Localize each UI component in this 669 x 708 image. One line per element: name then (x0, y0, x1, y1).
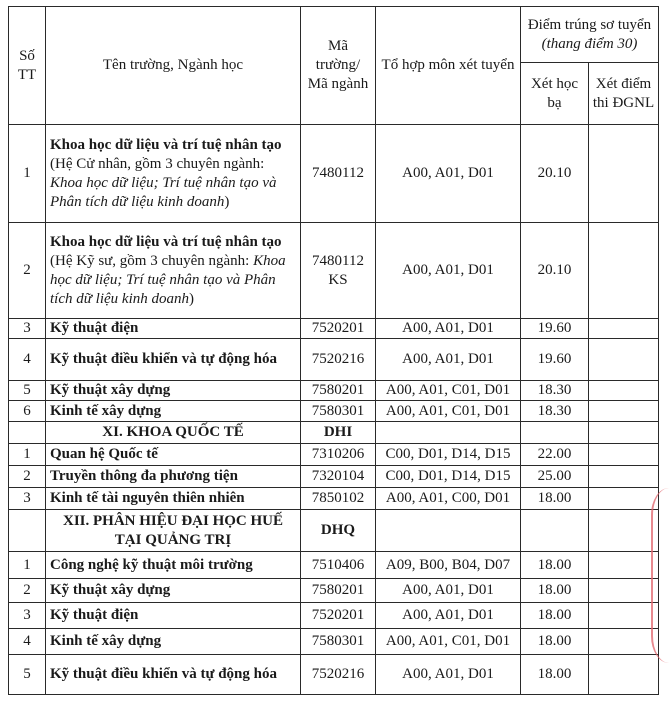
header-score (521, 7, 659, 63)
row-combo: A00, A01, D01 (376, 655, 521, 695)
table-row (9, 444, 659, 466)
section-xi-empty (589, 422, 659, 444)
row-stt: 2 (9, 223, 46, 319)
row-stt: 3 (9, 488, 46, 510)
section-xi-rows (9, 444, 659, 510)
section-xii-empty (521, 510, 589, 552)
row-score-hocba: 22.00 (521, 444, 589, 466)
row-stt: 1 (9, 552, 46, 579)
section-xii-empty (376, 510, 521, 552)
row-name (46, 655, 301, 695)
row-combo: A00, A01, D01 (376, 603, 521, 629)
row-score-dgnl (589, 339, 659, 381)
table-row (9, 603, 659, 629)
red-stamp-edge (651, 488, 669, 663)
row-code: 7520201 (301, 603, 376, 629)
row-score-dgnl (589, 381, 659, 401)
row-code: 7320104 (301, 466, 376, 488)
row-name-desc: (Hệ Cử nhân, gồm 3 chuyên ngành: (50, 155, 265, 172)
row-score-hocba: 18.00 (521, 655, 589, 695)
row-name (46, 629, 301, 655)
row-score-dgnl (589, 125, 659, 223)
section-xii-empty (589, 510, 659, 552)
row-name (46, 552, 301, 579)
row-name-bold: Khoa học dữ liệu và trí tuệ nhân tạo (50, 233, 282, 250)
header-hocba: Xét học bạ (521, 63, 589, 125)
row-stt: 4 (9, 629, 46, 655)
row-score-dgnl (589, 655, 659, 695)
row-name-bold: Khoa học dữ liệu và trí tuệ nhân tạo (50, 136, 282, 153)
row-stt: 5 (9, 655, 46, 695)
row-combo: A09, B00, B04, D07 (376, 552, 521, 579)
table-row (9, 381, 659, 401)
row-combo: C00, D01, D14, D15 (376, 466, 521, 488)
row-code: 7480112 KS (301, 223, 376, 319)
row-combo: A00, A01, C01, D01 (376, 401, 521, 422)
row-code: 7520201 (301, 319, 376, 339)
row-code: 7580201 (301, 381, 376, 401)
row-score-hocba: 20.10 (521, 125, 589, 223)
row-stt: 2 (9, 579, 46, 603)
row-name-bold: Kỹ thuật điều khiển và tự động hóa (50, 666, 277, 682)
row-name (46, 603, 301, 629)
row-name (46, 488, 301, 510)
row-name (46, 381, 301, 401)
row-code: 7510406 (301, 552, 376, 579)
header-score-note: (thang điểm 30) (541, 35, 638, 52)
row-score-hocba: 25.00 (521, 466, 589, 488)
section-xii-rows (9, 552, 659, 695)
row-code: 7310206 (301, 444, 376, 466)
row-score-hocba: 18.00 (521, 552, 589, 579)
table-row (9, 552, 659, 579)
row-name-bold: Kinh tế xây dựng (50, 633, 162, 649)
section-xi-title: XI. KHOA QUỐC TẾ (46, 422, 301, 444)
row-name-bold: Kinh tế xây dựng (50, 402, 162, 419)
header-name: Tên trường, Ngành học (46, 7, 301, 125)
table-row (9, 319, 659, 339)
row-score-hocba: 18.00 (521, 629, 589, 655)
row-name (46, 466, 301, 488)
row-score-hocba: 18.30 (521, 401, 589, 422)
row-combo: A00, A01, D01 (376, 579, 521, 603)
row-score-dgnl (589, 466, 659, 488)
table-row (9, 629, 659, 655)
row-name-bold: Quan hệ Quốc tế (50, 446, 158, 462)
row-combo: A00, A01, C01, D01 (376, 381, 521, 401)
row-name-italic: Khoa học dữ liệu; Trí tuệ nhân tạo và Phân tích dữ liệu kinh doanh (50, 174, 277, 210)
section-xii-code: DHQ (301, 510, 376, 552)
table-row (9, 223, 659, 319)
row-combo: A00, A01, C00, D01 (376, 488, 521, 510)
row-code: 7520216 (301, 339, 376, 381)
row-score-hocba: 18.00 (521, 579, 589, 603)
row-name-bold: Kỹ thuật điều khiển và tự động hóa (50, 351, 277, 367)
row-name-bold: Kỹ thuật điện (50, 320, 139, 336)
section-xi-row (9, 422, 659, 444)
section-xi-empty (376, 422, 521, 444)
section-xii-row (9, 510, 659, 552)
table-row (9, 125, 659, 223)
header-row (9, 7, 659, 63)
table-row (9, 488, 659, 510)
row-combo: A00, A01, D01 (376, 125, 521, 223)
admission-score-table (8, 6, 659, 695)
row-code: 7580301 (301, 401, 376, 422)
document-page (8, 6, 659, 695)
row-score-dgnl (589, 401, 659, 422)
row-stt: 2 (9, 466, 46, 488)
header-dgnl: Xét điểm thi ĐGNL (589, 63, 659, 125)
row-stt: 1 (9, 125, 46, 223)
row-combo: A00, A01, D01 (376, 339, 521, 381)
row-name (46, 125, 301, 223)
row-combo: C00, D01, D14, D15 (376, 444, 521, 466)
row-score-hocba: 20.10 (521, 223, 589, 319)
row-score-dgnl (589, 319, 659, 339)
row-name-bold: Kỹ thuật điện (50, 607, 139, 623)
row-stt: 4 (9, 339, 46, 381)
header-combo: Tổ hợp môn xét tuyển (376, 7, 521, 125)
row-name-bold: Công nghệ kỹ thuật môi trường (50, 556, 253, 573)
section-xii-stt (9, 510, 46, 552)
row-name (46, 444, 301, 466)
table-row (9, 401, 659, 422)
row-code: 7580201 (301, 579, 376, 603)
row-combo: A00, A01, D01 (376, 223, 521, 319)
row-name (46, 579, 301, 603)
row-code: 7480112 (301, 125, 376, 223)
section-xi-stt (9, 422, 46, 444)
row-score-dgnl (589, 603, 659, 629)
section-xi-empty (521, 422, 589, 444)
row-code: 7580301 (301, 629, 376, 655)
row-score-hocba: 18.30 (521, 381, 589, 401)
row-score-dgnl (589, 444, 659, 466)
row-combo: A00, A01, C01, D01 (376, 629, 521, 655)
row-name-italic: Khoa học dữ liệu; Trí tuệ nhân tạo và Phân tích dữ liệu kinh doanh (50, 252, 286, 307)
row-code: 7850102 (301, 488, 376, 510)
table-row (9, 579, 659, 603)
table-row (9, 655, 659, 695)
row-name-bold: Kỹ thuật xây dựng (50, 382, 171, 398)
row-name (46, 401, 301, 422)
row-score-dgnl (589, 552, 659, 579)
row-name-desc: (Hệ Kỹ sư, gồm 3 chuyên ngành: (50, 252, 254, 269)
row-score-dgnl (589, 579, 659, 603)
row-name (46, 223, 301, 319)
row-score-hocba: 18.00 (521, 488, 589, 510)
table-row (9, 466, 659, 488)
table-row (9, 339, 659, 381)
row-code: 7520216 (301, 655, 376, 695)
section-xii-title: XII. PHÂN HIỆU ĐẠI HỌC HUẾ TẠI QUẢNG TRỊ (46, 510, 301, 552)
row-name-close: ) (224, 193, 230, 210)
header-stt: Số TT (9, 7, 46, 125)
row-score-hocba: 19.60 (521, 319, 589, 339)
row-name-bold: Truyền thông đa phương tiện (50, 468, 238, 484)
row-score-dgnl (589, 488, 659, 510)
row-name-close: ) (189, 290, 194, 307)
row-name-bold: Kỹ thuật xây dựng (50, 582, 171, 598)
row-score-dgnl (589, 629, 659, 655)
header-score-main: Điểm trúng sơ tuyển (527, 16, 652, 33)
row-name (46, 319, 301, 339)
row-score-hocba: 18.00 (521, 603, 589, 629)
row-stt: 3 (9, 319, 46, 339)
row-stt: 1 (9, 444, 46, 466)
row-stt: 5 (9, 381, 46, 401)
row-stt: 6 (9, 401, 46, 422)
section-x-rows (9, 125, 659, 422)
header-code: Mã trường/ Mã ngành (301, 7, 376, 125)
section-xi-code: DHI (301, 422, 376, 444)
row-score-hocba: 19.60 (521, 339, 589, 381)
row-name-bold: Kinh tế tài nguyên thiên nhiên (50, 490, 245, 506)
row-stt: 3 (9, 603, 46, 629)
row-name (46, 339, 301, 381)
row-combo: A00, A01, D01 (376, 319, 521, 339)
row-score-dgnl (589, 223, 659, 319)
